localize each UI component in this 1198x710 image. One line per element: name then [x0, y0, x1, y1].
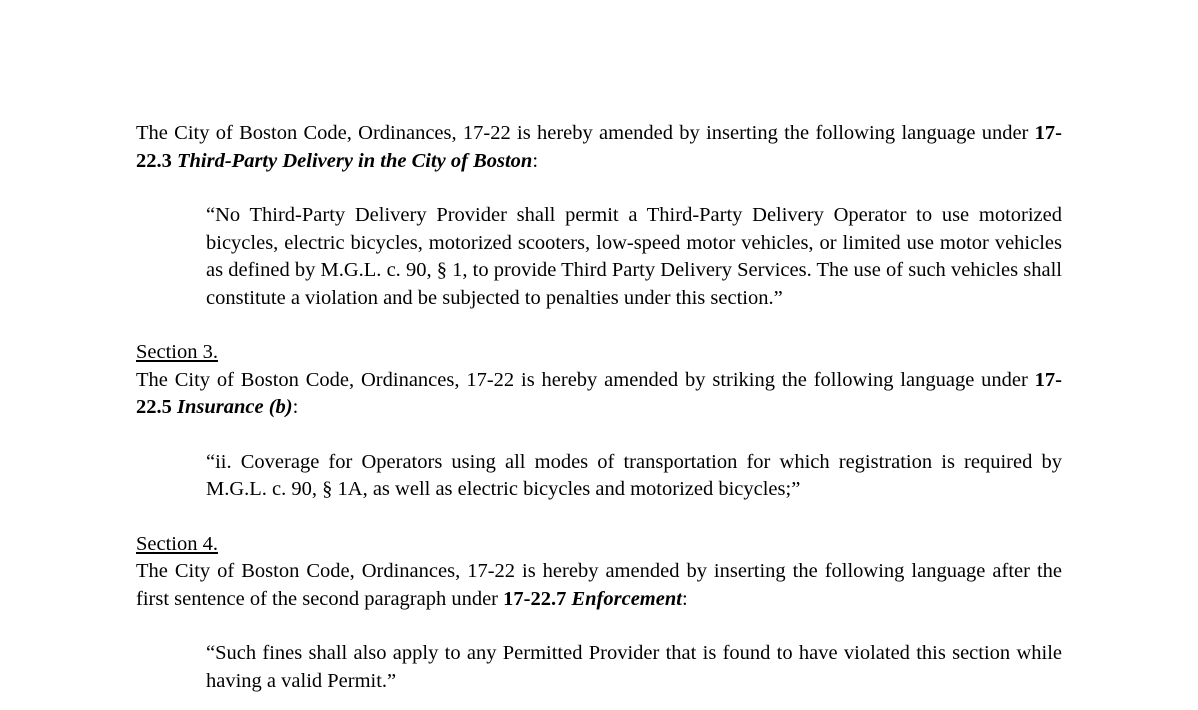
amendment-lead-paragraph-1 [136, 120, 1062, 175]
code-reference-1: 17-22.3 [136, 122, 1062, 172]
lead-text-before-1: The City of Boston Code, Ordinances, 17-22 is hereby amended by inserting the following language under [136, 122, 1035, 144]
paragraph-spacer [136, 613, 1062, 640]
amendment-lead-paragraph-3 [136, 558, 1062, 613]
document-body [136, 120, 1062, 695]
lead-text-after-1: : [532, 149, 539, 172]
paragraph-spacer [136, 422, 1062, 449]
paragraph-spacer [136, 312, 1062, 339]
section-heading-4: Section 4. [136, 532, 218, 555]
lead-text-before-3: The City of Boston Code, Ordinances, 17-22 is hereby amended by inserting the following language after the first sentence of the second paragraph under [136, 560, 1062, 610]
lead-text-after-2: : [292, 396, 299, 418]
code-reference-2: 17-22.5 [136, 368, 1062, 418]
lead-text-after-3: : [681, 587, 688, 610]
code-reference-title-2: Insurance (b) [177, 396, 293, 418]
amendment-lead-paragraph-2 [136, 367, 1062, 422]
quoted-language-block-3: “Such fines shall also apply to any Permitted Provider that is found to have violated this section while having a valid Permit.” [206, 642, 1062, 692]
quoted-language-block-2: “ii. Coverage for Operators using all modes of transportation for which registration is required by M.G.L. c. 90, § 1A, as well as electric bicycles and motorized bicycles;” [206, 450, 1062, 500]
lead-text-before-2: The City of Boston Code, Ordinances, 17-22 is hereby amended by striking the following language under [136, 368, 1035, 391]
paragraph-spacer [136, 175, 1062, 202]
paragraph-spacer [136, 504, 1062, 531]
code-reference-title-1: Third-Party Delivery in the City of Boston [177, 149, 533, 172]
section-heading-3: Section 3. [136, 341, 218, 363]
code-reference-3: 17-22.7 [503, 587, 567, 610]
code-reference-title-3: Enforcement [571, 587, 682, 610]
quoted-language-block-1: “No Third-Party Delivery Provider shall permit a Third-Party Delivery Operator to use motorized bicycles, electric bicycles, motorized scooters, low-speed motor vehicles, or limited use motor vehicles as defined by M.G.L. c. 90, § 1, to provide Third Party Delivery Services. The use of such vehicles shall constitute a violation and be subjected to penalties under this section.” [206, 204, 1062, 309]
